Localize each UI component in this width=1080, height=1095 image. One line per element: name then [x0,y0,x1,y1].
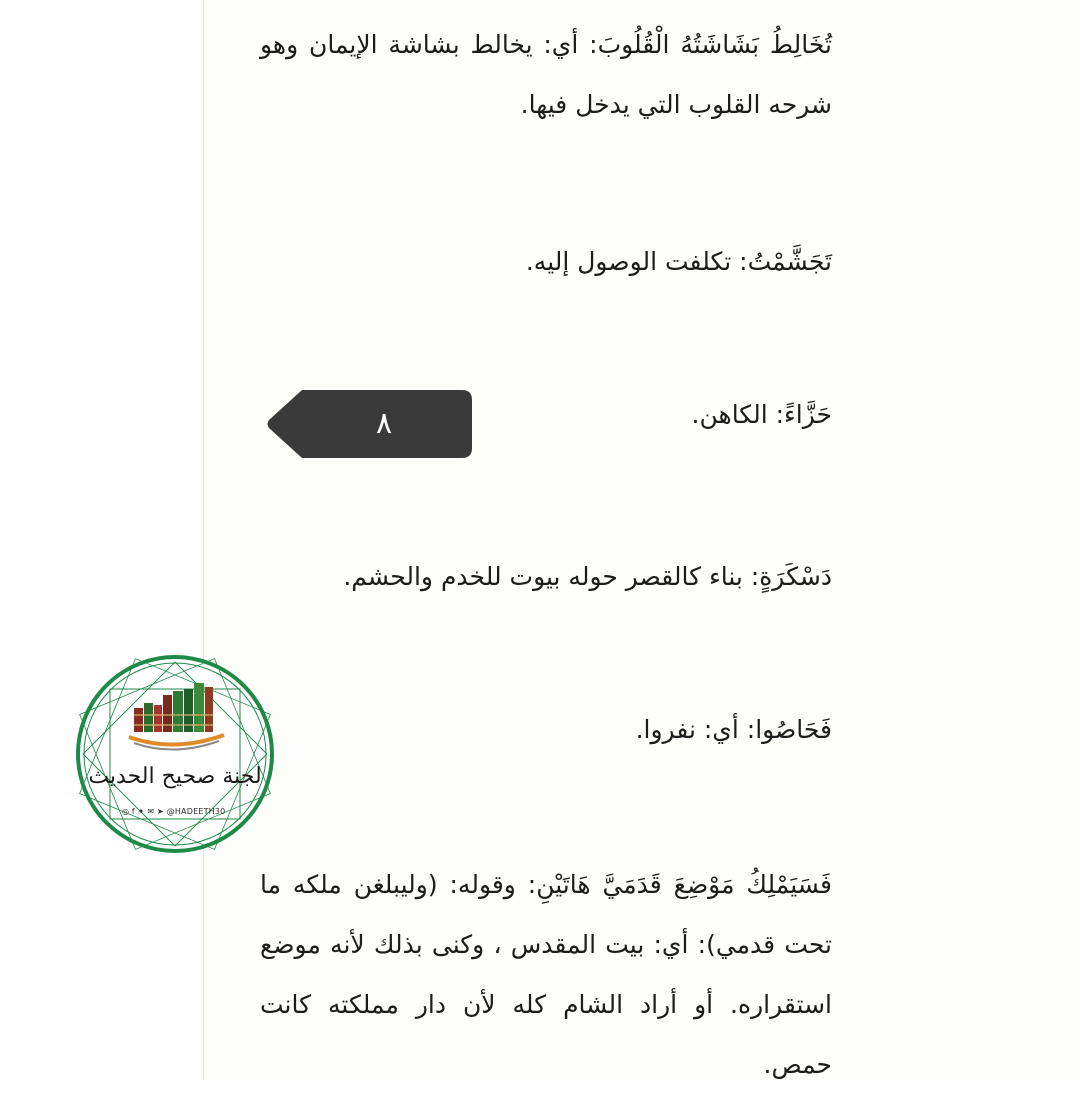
left-margin [0,0,203,1080]
glossary-entry: فَسَيَمْلِكُ مَوْضِعَ قَدَمَيَّ هَاتَيْنِ: وقوله: (وليبلغن ملكه ما تحت قدمي): أي: بيت المقدس ، وكنى بذلك لأنه موضع استقراره. أو أراد الشام كله لأن دار مملكته كانت حمص. [260,870,832,1079]
social-handle [122,807,232,816]
social-handle-text: @HADEETH30 [166,807,226,816]
committee-logo [74,653,276,855]
social-icons: ◎ f ✦ ✉ ➤ [122,807,167,816]
glossary-entry: تُخَالِطُ بَشَاشَتُهُ الْقُلُوبَ: أي: يخالط بشاشة الإيمان وهو شرحه القلوب التي يدخل فيها. [260,30,832,119]
page-number-badge[interactable] [266,390,472,458]
glossary-entry: حَزَّاءً: الكاهن. [691,400,832,429]
page-number: ٨ [375,406,393,441]
logo-title: لجنة صحيح الحديث [88,764,262,789]
glossary-entry: دَسْكَرَةٍ: بناء كالقصر حوله بيوت للخدم والحشم. [343,562,832,591]
logo-emblem [74,653,276,855]
glossary-entry: فَحَاصُوا: أي: نفروا. [635,715,832,744]
glossary-entry: تَجَشَّمْتُ: تكلفت الوصول إليه. [525,247,832,276]
